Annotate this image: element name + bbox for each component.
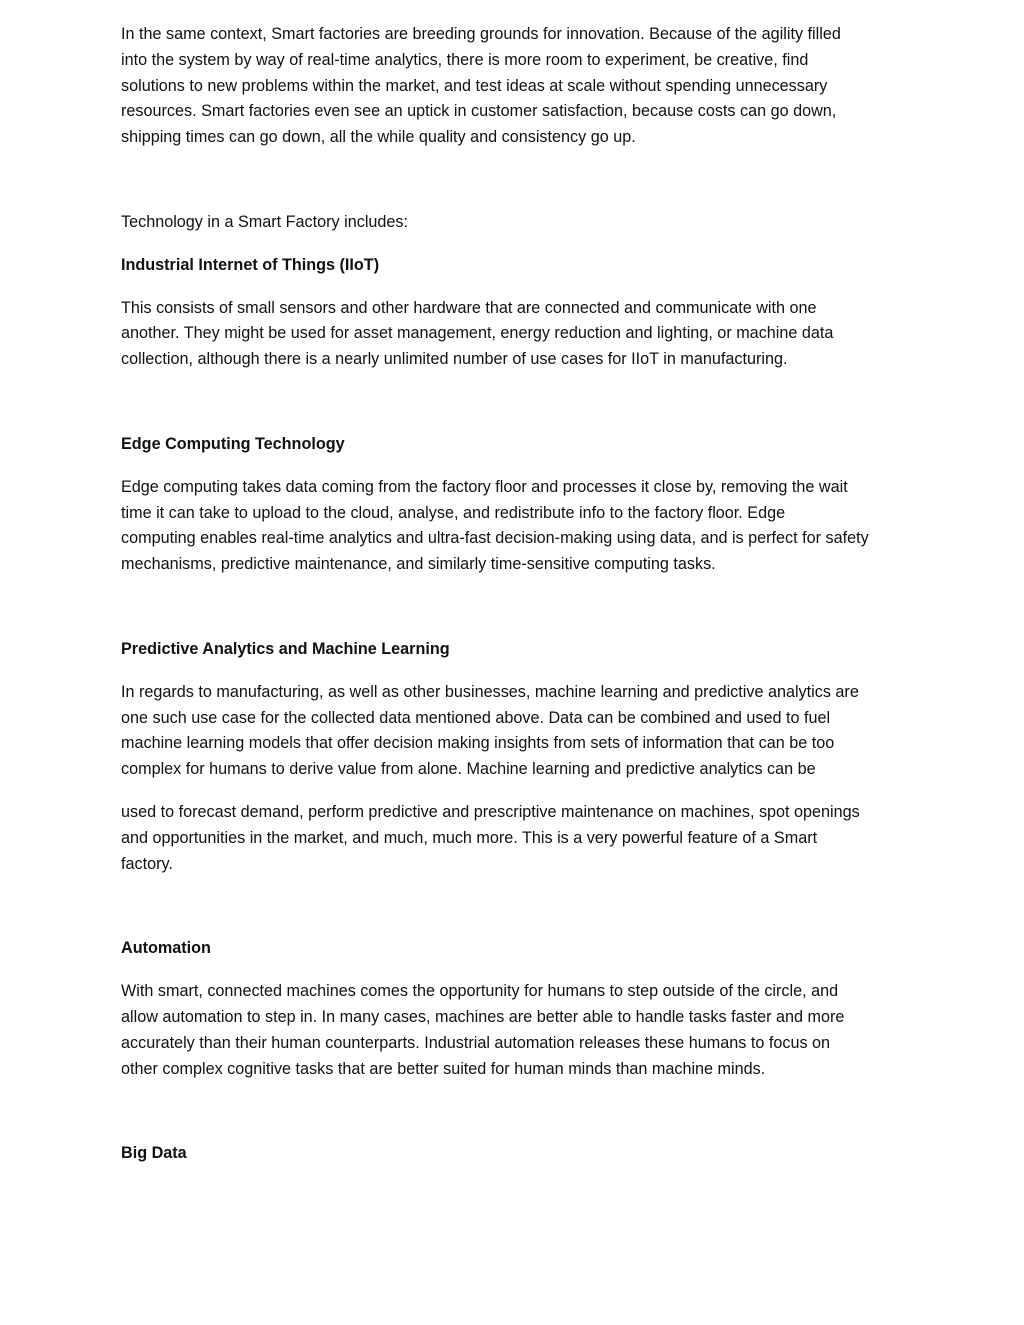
predictive-analytics-paragraph <box>121 680 911 783</box>
text-line: mechanisms, predictive maintenance, and similarly time-sensitive computing tasks. <box>121 555 716 574</box>
text-line: In the same context, Smart factories are breeding grounds for innovation. Because of the agility filled <box>121 25 841 43</box>
text-line: one such use case for the collected data mentioned above. Data can be combined and used to fuel <box>121 708 831 727</box>
text-line: other complex cognitive tasks that are better suited for human minds than machine minds. <box>121 1059 766 1078</box>
text-line: time it can take to upload to the cloud, analyse, and redistribute info to the factory floor. Edge <box>121 503 786 522</box>
text-line: collection, although there is a nearly unlimited number of use cases for IIoT in manufacturing. <box>121 350 788 369</box>
text-line: machine learning models that offer decision making insights from sets of information that can be too <box>121 734 835 753</box>
text-line: another. They might be used for asset management, energy reduction and lighting, or machine data <box>121 324 834 343</box>
text-line: In regards to manufacturing, as well as other businesses, machine learning and predictive analytics are <box>121 682 859 701</box>
technology-intro-paragraph: Technology in a Smart Factory includes: <box>121 212 409 231</box>
heading-automation: Automation <box>121 939 211 958</box>
edge-computing-paragraph <box>121 475 911 578</box>
document-page <box>121 22 911 1167</box>
text-line: computing enables real-time analytics and ultra-fast decision-making using data, and is perfect for safety <box>121 529 869 548</box>
intro-paragraph <box>121 22 911 151</box>
heading-iiot: Industrial Internet of Things (IIoT) <box>121 255 380 274</box>
text-line: complex for humans to derive value from alone. Machine learning and predictive analytics can be <box>121 760 816 779</box>
text-line: used to forecast demand, perform predictive and prescriptive maintenance on machines, spot openings <box>121 802 860 821</box>
heading-predictive-analytics: Predictive Analytics and Machine Learning <box>121 639 450 658</box>
predictive-analytics-paragraph-continued <box>121 800 911 877</box>
heading-big-data: Big Data <box>121 1144 187 1163</box>
text-line: Edge computing takes data coming from the factory floor and processes it close by, removing the wait <box>121 477 848 496</box>
text-line: allow automation to step in. In many cases, machines are better able to handle tasks faster and more <box>121 1007 845 1026</box>
automation-paragraph <box>121 979 911 1082</box>
text-line: With smart, connected machines comes the opportunity for humans to step outside of the circle, and <box>121 982 839 1001</box>
iiot-paragraph <box>121 296 911 373</box>
text-line: factory. <box>121 854 173 873</box>
text-line: into the system by way of real-time analytics, there is more room to experiment, be creative, find <box>121 50 809 69</box>
text-line: This consists of small sensors and other hardware that are connected and communicate with one <box>121 298 817 317</box>
text-line: resources. Smart factories even see an uptick in customer satisfaction, because costs can go down, <box>121 102 837 121</box>
heading-edge-computing: Edge Computing Technology <box>121 434 345 453</box>
text-line: solutions to new problems within the market, and test ideas at scale without spending unnecessary <box>121 76 828 95</box>
text-line: shipping times can go down, all the while quality and consistency go up. <box>121 128 636 147</box>
text-line: and opportunities in the market, and much, much more. This is a very powerful feature of a Smart <box>121 828 818 847</box>
text-line: accurately than their human counterparts. Industrial automation releases these humans to focus on <box>121 1033 831 1052</box>
